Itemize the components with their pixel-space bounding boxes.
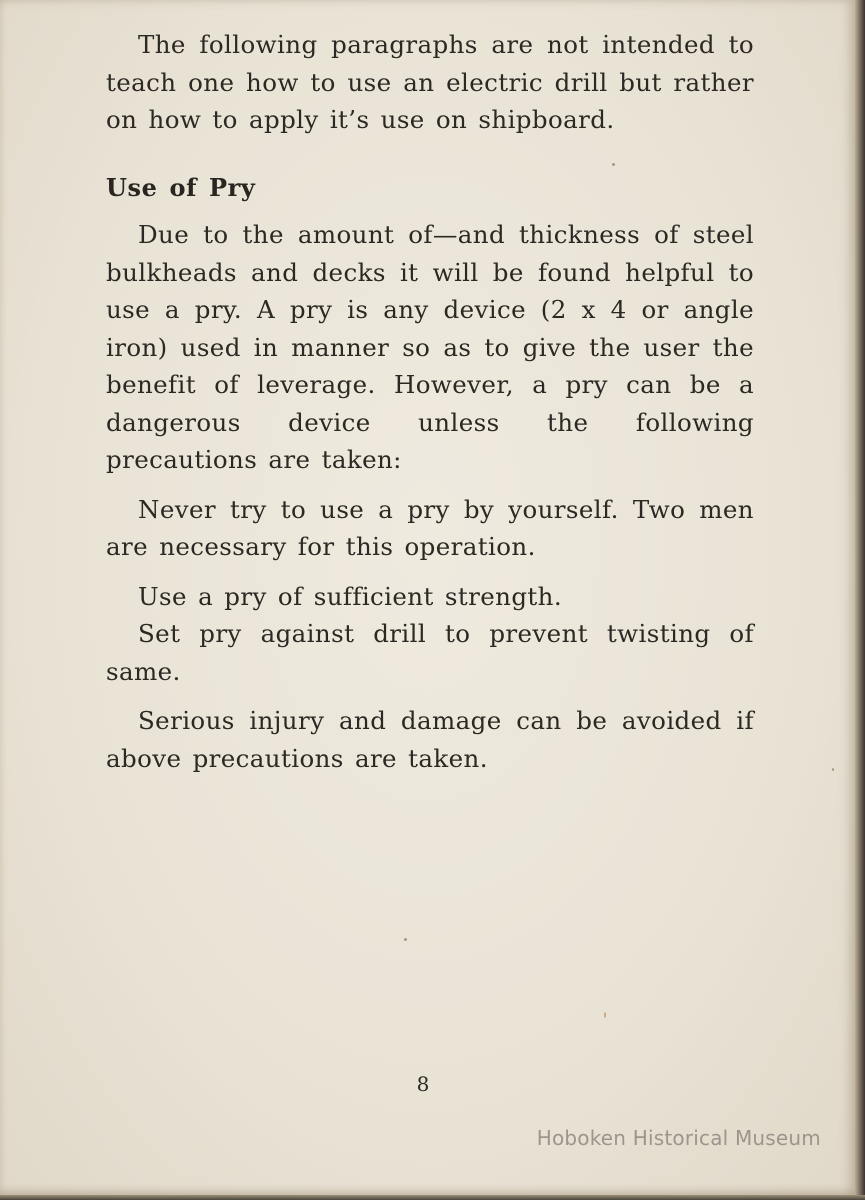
intro-paragraph: The following paragraphs are not intended to teach one how to use an electric drill but rather on how to apply it’s use on shipboard.	[106, 30, 754, 134]
closing-paragraph: Serious injury and damage can be avoided if above precautions are taken.	[106, 706, 754, 773]
paper-speck	[404, 938, 407, 941]
page-body	[106, 26, 754, 777]
pry-description-paragraph: Due to the amount of—and thickness of steel bulkheads and decks it will be found helpful to use a pry. A pry is any device (2 x 4 or angle iron) used in manner so as to give the user the benefit of leverage. However, a pry can be a dangerous device unless the following precautions are taken:	[106, 220, 754, 474]
page-number: 8	[416, 1072, 430, 1096]
paper-speck	[832, 768, 834, 771]
paper-speck	[612, 163, 615, 166]
page-bottom-edge	[0, 1195, 865, 1200]
precaution-two-men: Never try to use a pry by yourself. Two men are necessary for this operation.	[106, 494, 754, 561]
section-heading: Use of Pry	[106, 172, 256, 202]
museum-watermark: Hoboken Historical Museum	[536, 1126, 821, 1150]
page-spine-edge	[855, 0, 865, 1200]
paper-speck	[604, 1012, 606, 1018]
precaution-set-pry: Set pry against drill to prevent twisting of same.	[106, 619, 754, 686]
precaution-strength: Use a pry of sufficient strength.	[138, 581, 563, 611]
